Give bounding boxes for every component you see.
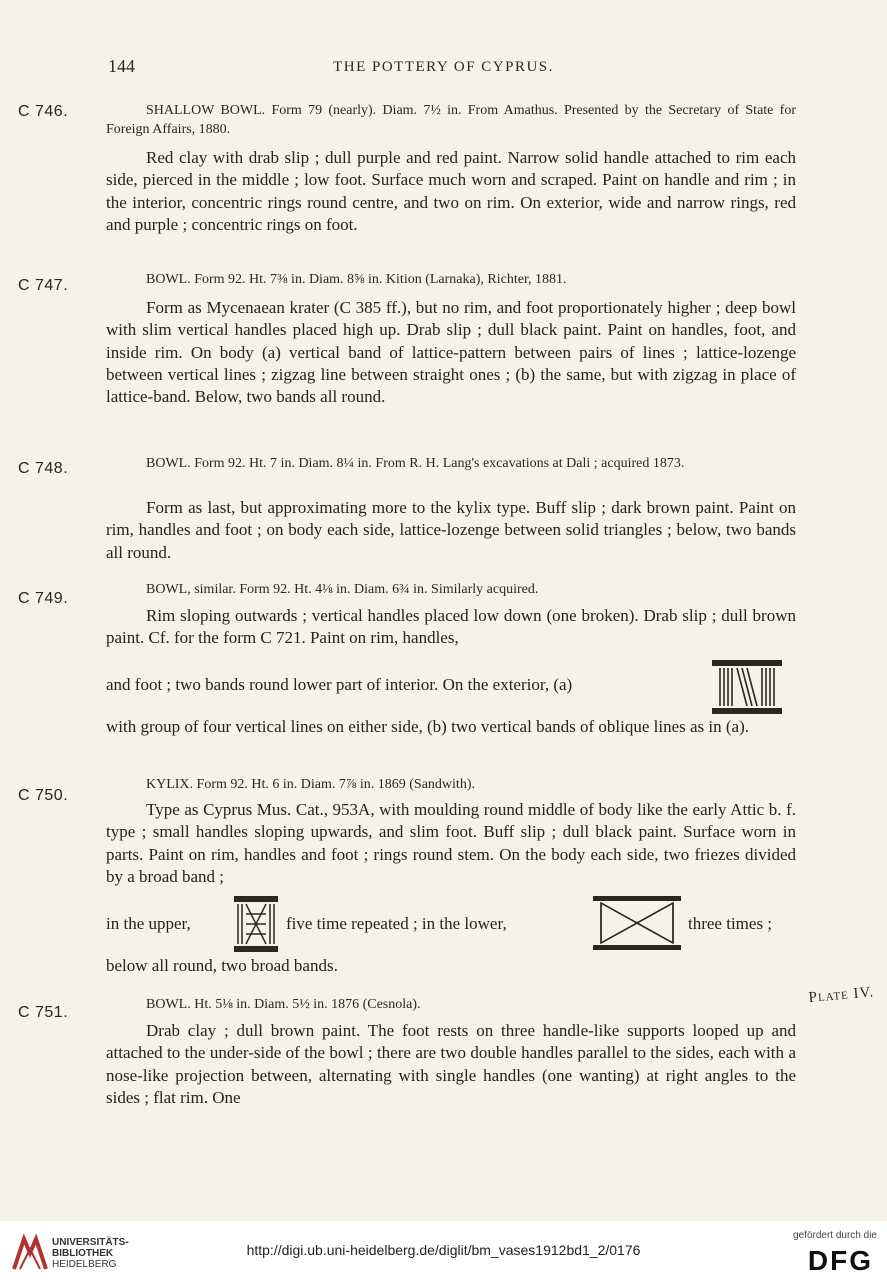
library-name: UNIVERSITÄTS- BIBLIOTHEK HEIDELBERG bbox=[52, 1237, 129, 1270]
entry-header: BOWL. Ht. 5⅛ in. Diam. 5½ in. 1876 (Cesnola). bbox=[146, 997, 421, 1012]
entry-header: BOWL. Form 92. Ht. 7⅜ in. Diam. 8⅝ in. Kition (Larnaka), Richter, 1881. bbox=[146, 272, 567, 287]
inline-text: and foot ; two bands round lower part of interior. On the exterior, (a) bbox=[106, 675, 573, 694]
catalogue-number: C 750. bbox=[18, 787, 69, 804]
inline-text: in the upper, bbox=[106, 914, 191, 933]
entry-body: Rim sloping outwards ; vertical handles placed low down (one broken). Drab slip ; dull brown paint. Cf. for the form C 721. Paint on rim, handles, bbox=[106, 606, 796, 648]
funding-note: gefördert durch die bbox=[793, 1230, 877, 1241]
entry-header: BOWL, similar. Form 92. Ht. 4⅛ in. Diam. 6¾ in. Similarly acquired. bbox=[146, 582, 539, 597]
footer-bar bbox=[0, 1221, 887, 1285]
inline-text: five time repeated ; in the lower, bbox=[286, 914, 507, 933]
plate-reference: Plate IV. bbox=[808, 984, 875, 1006]
dfg-logo: DFG bbox=[807, 1245, 873, 1276]
entry-body: Red clay with drab slip ; dull purple and red paint. Narrow solid handle attached to rim each side, pierced in the middle ; low foot. Surface much worn and scraped. Paint on handle and rim ; in the interior, concentric rings round centre, and two on rim. On exterior, wide and narrow rings, red and purple ; concentric rings on foot. bbox=[106, 148, 796, 234]
catalogue-number: C 747. bbox=[18, 277, 69, 294]
entry-header: KYLIX. Form 92. Ht. 6 in. Diam. 7⅞ in. 1869 (Sandwith). bbox=[146, 777, 475, 792]
entry-body: Drab clay ; dull brown paint. The foot rests on three handle-like supports looped up and attached to the under-side of the bowl ; there are two double handles parallel to the sides, each with a nose-like projection between, alternating with single handles (one wanting) at right angles to the sides ; flat rim. One bbox=[106, 1021, 796, 1107]
catalogue-number: C 749. bbox=[18, 590, 69, 607]
entry-header: SHALLOW BOWL. Form 79 (nearly). Diam. 7½ in. From Amathus. Presented by the Secretary of State for Foreign Affairs, 1880. bbox=[106, 103, 796, 137]
entry-body-continued: with group of four vertical lines on either side, (b) two vertical bands of oblique lines as in (a). bbox=[106, 717, 749, 736]
catalogue-number: C 748. bbox=[18, 460, 69, 477]
entry-body-continued: below all round, two broad bands. bbox=[106, 956, 338, 975]
catalogue-number: C 751. bbox=[18, 1004, 69, 1021]
entry-body: Type as Cyprus Mus. Cat., 953A, with moulding round middle of body like the early Attic b. f. type ; small handles sloping upwards, and slim foot. Buff slip ; dull black paint. Surface worn in parts. Paint on rim, handles and foot ; rings round stem. On the body each side, two friezes divided by a broad band ; bbox=[106, 800, 796, 886]
entry-header: BOWL. Form 92. Ht. 7 in. Diam. 8¼ in. From R. H. Lang's excavations at Dali ; acquired 1873. bbox=[146, 456, 685, 471]
lattice-lozenge-motif bbox=[234, 896, 278, 952]
running-title: THE POTTERY OF CYPRUS. bbox=[333, 59, 554, 75]
entry-body: Form as last, but approximating more to the kylix type. Buff slip ; dark brown paint. Paint on rim, handles and foot ; on body each side, lattice-lozenge between solid triangles ; below, two bands all round. bbox=[106, 498, 796, 562]
cross-lattice-motif bbox=[593, 896, 681, 950]
lattice-band-motif bbox=[712, 660, 782, 714]
permalink-url[interactable]: http://digi.ub.uni-heidelberg.de/diglit/bm_vases1912bd1_2/0176 bbox=[246, 1242, 641, 1258]
entry-body: Form as Mycenaean krater (C 385 ff.), but no rim, and foot proportionately higher ; deep bowl with slim vertical handles placed high up. Drab slip ; dull black paint. Paint on handles, foot, and inside rim. On body (a) vertical band of lattice-pattern between pairs of lines ; lattice-lozenge between vertical lines ; zigzag line between straight ones ; (b) the same, but with zigzag in place of lattice-band. Below, two bands all round. bbox=[106, 298, 796, 407]
page-number: 144 bbox=[108, 56, 135, 76]
inline-text: three times ; bbox=[688, 914, 773, 933]
catalogue-number: C 746. bbox=[18, 103, 69, 120]
